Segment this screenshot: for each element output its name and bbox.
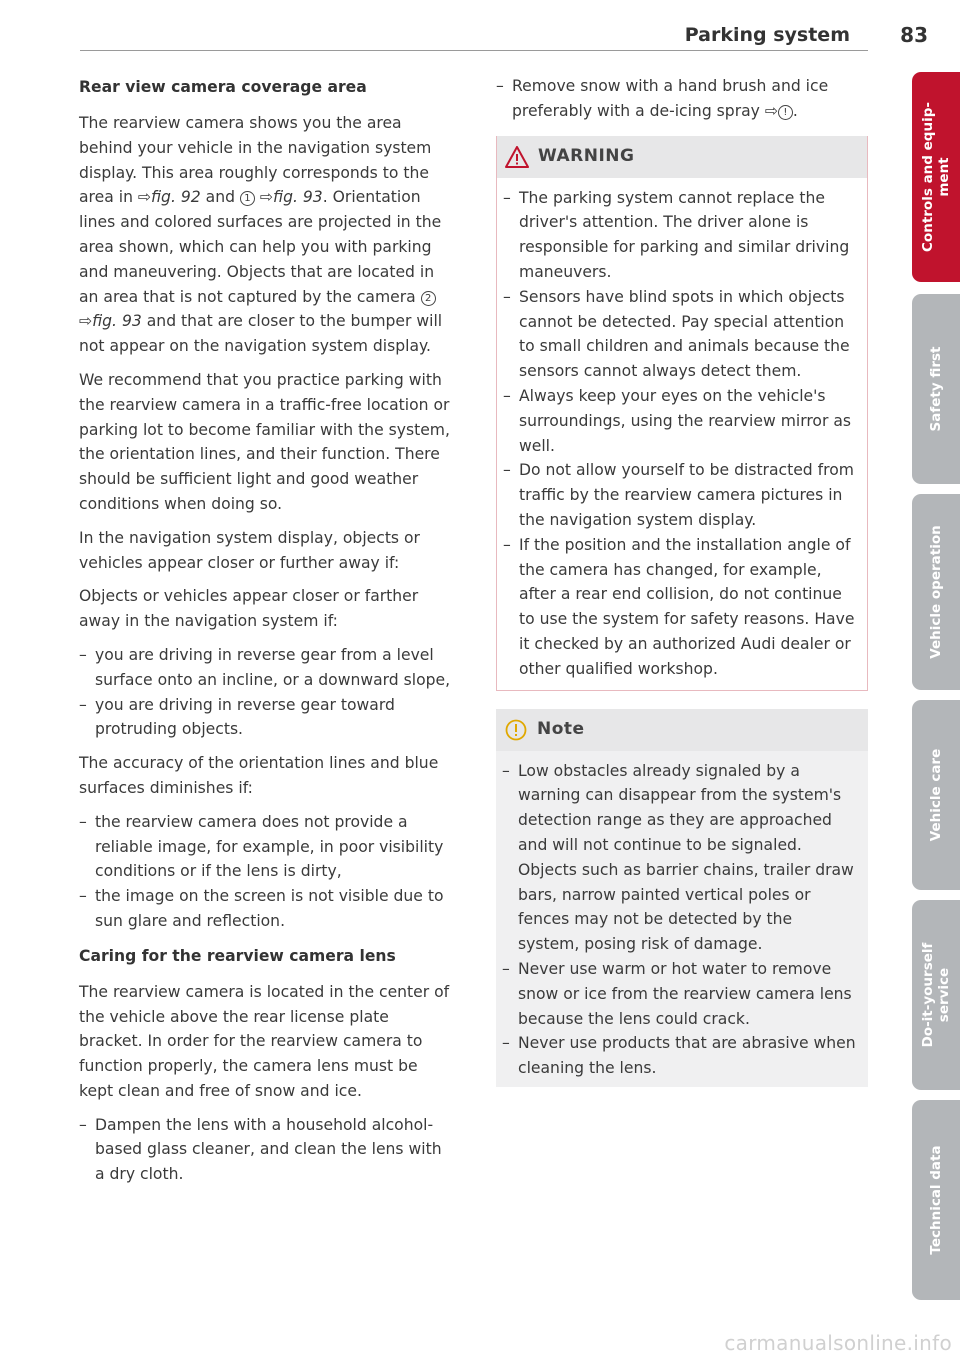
callout-2: 2 bbox=[421, 291, 436, 306]
tab-label: Vehicle care bbox=[928, 748, 944, 842]
tab-controls-and-equipment[interactable] bbox=[912, 72, 960, 282]
list-item: – Always keep your eyes on the vehicle's surroundings, using the rearview mirror as well. bbox=[503, 384, 857, 458]
list-snow-removal bbox=[496, 74, 868, 124]
paragraph-coverage bbox=[79, 111, 453, 359]
fig-ref-93b[interactable]: ⇨fig. 93 bbox=[79, 312, 142, 331]
watermark: carmanualsonline.info bbox=[724, 1331, 952, 1355]
text: The rearview camera shows you the area behind your vehicle in the navigation system display. This area roughly corresponds to the area in bbox=[79, 114, 432, 207]
warning-triangle-icon bbox=[504, 144, 530, 170]
tab-label: Technical data bbox=[928, 1145, 944, 1255]
warning-box bbox=[496, 136, 868, 691]
tab-vehicle-operation[interactable] bbox=[912, 494, 960, 690]
text: and bbox=[200, 188, 240, 207]
list-item: – you are driving in reverse gear from a level surface onto an incline, or a downward slope, bbox=[79, 643, 453, 693]
page-number: 83 bbox=[900, 23, 928, 47]
warning-list bbox=[503, 186, 857, 682]
heading-lens-care: Caring for the rearview camera lens bbox=[79, 946, 396, 965]
tab-do-it-yourself-service[interactable] bbox=[912, 900, 960, 1090]
warning-title: WARNING bbox=[538, 146, 635, 167]
list-item: – Never use products that are abrasive when cleaning the lens. bbox=[502, 1031, 858, 1081]
paragraph-lens-location: The rearview camera is located in the center of the vehicle above the rear license plate bracket. In order for the rearview camera to function properly, the camera lens must be kept clean and free of snow and ice. bbox=[79, 982, 450, 1100]
header-rule bbox=[80, 50, 868, 51]
list-item: – If the position and the installation angle of the camera has changed, for example, after a rear end collision, do not continue to use the system for safety reasons. Have it checked by an authorized Audi dealer or other qualified workshop. bbox=[503, 533, 857, 682]
list-lens-steps bbox=[79, 1113, 453, 1187]
note-ref-icon[interactable]: ! bbox=[778, 105, 793, 120]
list-item: – Low obstacles already signaled by a warning can disappear from the system's detection range as they are approached and will not continue to be signaled. Objects such as barrier chains, trailer draw bars, narrow painted vertical poles or fences may not be detected by the system, posing risk of damage. bbox=[502, 759, 858, 957]
tab-label: Vehicle operation bbox=[928, 525, 944, 659]
tab-label: Do-it-yourself service bbox=[920, 942, 952, 1048]
note-body bbox=[496, 751, 868, 1087]
fig-ref-93[interactable]: ⇨fig. 93 bbox=[254, 188, 323, 207]
tab-label: Controls and equip- ment bbox=[920, 102, 952, 252]
list-item: – Never use warm or hot water to remove snow or ice from the rearview camera lens because the lens could crack. bbox=[502, 957, 858, 1031]
warning-header bbox=[497, 136, 867, 178]
text: . Orientation lines and colored surfaces are projected in the area shown, which can help you with parking and maneuvering. Objects that are located in an area that is not captured by the camera bbox=[79, 188, 442, 306]
text: Remove snow with a hand brush and ice preferably with a de-icing spray ⇨ bbox=[512, 77, 829, 120]
list-distance-conditions bbox=[79, 643, 453, 742]
paragraph-practice: We recommend that you practice parking with the rearview camera in a traffic-free location or parking lot to become familiar with the system, the orientation lines, and their function. There should be sufficient light and good weather conditions when doing so. bbox=[79, 370, 450, 513]
list-item: – The parking system cannot replace the driver's attention. The driver alone is responsible for parking and similar driving maneuvers. bbox=[503, 186, 857, 285]
list-item: – you are driving in reverse gear toward protruding objects. bbox=[79, 693, 453, 743]
list-item: – the rearview camera does not provide a reliable image, for example, in poor visibility conditions or if the lens is dirty, bbox=[79, 810, 453, 884]
running-header-section: Parking system bbox=[684, 24, 850, 46]
list-item: – Remove snow with a hand brush and ice preferably with a de-icing spray ⇨ ! . bbox=[496, 74, 868, 124]
paragraph-display-intro: In the navigation system display, objects or vehicles appear closer or further away if: bbox=[79, 528, 420, 572]
paragraph-objects-intro: Objects or vehicles appear closer or farther away in the navigation system if: bbox=[79, 587, 419, 631]
tab-vehicle-care[interactable] bbox=[912, 700, 960, 890]
list-accuracy-conditions bbox=[79, 810, 453, 934]
right-column bbox=[496, 74, 868, 1087]
list-item: – Do not allow yourself to be distracted from traffic by the rearview camera pictures in the navigation system display. bbox=[503, 458, 857, 532]
list-item: – Dampen the lens with a household alcohol-based glass cleaner, and clean the lens with a dry cloth. bbox=[79, 1113, 453, 1187]
note-title: Note bbox=[537, 719, 585, 740]
tab-label: Safety first bbox=[928, 346, 944, 432]
text: and that are closer to the bumper will not appear on the navigation system display. bbox=[79, 312, 443, 356]
note-list bbox=[502, 759, 858, 1081]
tab-safety-first[interactable] bbox=[912, 294, 960, 484]
list-item: – Sensors have blind spots in which objects cannot be detected. Pay special attention to small children and animals because the sensors cannot always detect them. bbox=[503, 285, 857, 384]
heading-coverage-area: Rear view camera coverage area bbox=[79, 78, 367, 96]
callout-1: 1 bbox=[240, 191, 255, 206]
list-item: – the image on the screen is not visible due to sun glare and reflection. bbox=[79, 884, 453, 934]
note-header bbox=[496, 709, 868, 751]
exclamation-circle-icon bbox=[503, 717, 529, 743]
fig-ref-92[interactable]: ⇨fig. 92 bbox=[137, 188, 201, 207]
note-box bbox=[496, 709, 868, 1087]
tab-technical-data[interactable] bbox=[912, 1100, 960, 1300]
warning-body bbox=[497, 178, 867, 690]
left-column bbox=[79, 74, 453, 1196]
paragraph-accuracy-intro: The accuracy of the orientation lines and blue surfaces diminishes if: bbox=[79, 754, 439, 797]
